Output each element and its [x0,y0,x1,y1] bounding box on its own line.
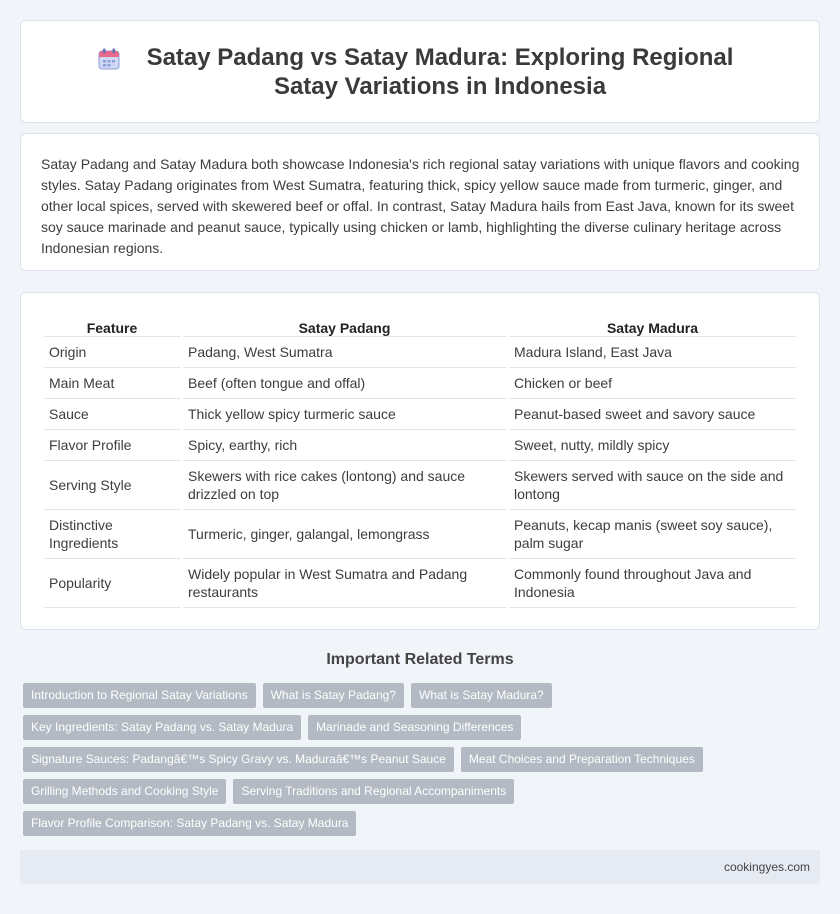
tag-row [23,811,356,836]
related-tag[interactable]: Introduction to Regional Satay Variations [23,683,256,708]
feature-cell: Popularity [44,559,180,608]
feature-cell: Main Meat [44,368,180,399]
comparison-table [41,315,799,608]
madura-cell: Madura Island, East Java [509,337,796,368]
related-tag[interactable]: Serving Traditions and Regional Accompaniments [233,779,514,804]
padang-cell: Beef (often tongue and offal) [183,368,506,399]
related-tag[interactable]: Grilling Methods and Cooking Style [23,779,226,804]
intro-paragraph: Satay Padang and Satay Madura both showcase Indonesia's rich regional satay variations with unique flavors and cooking styles. Satay Padang originates from West Sumatra, featuring thick, spicy yellow sauce made from turmeric, ginger, and other local spices, served with skewered beef or offal. In contrast, Satay Madura hails from East Java, known for its sweet soy sauce marinade and peanut sauce, typically using chicken or lamb, highlighting the diverse culinary heritage across Indonesian regions. [41,156,800,256]
table-row [44,559,796,608]
header-satay-padang: Satay Padang [183,315,506,337]
title-card [20,20,820,123]
header-feature: Feature [44,315,180,337]
table-row [44,368,796,399]
table-header-row [44,315,796,337]
comparison-card [20,292,820,630]
feature-cell: Origin [44,337,180,368]
madura-cell: Chicken or beef [509,368,796,399]
madura-cell: Peanuts, kecap manis (sweet soy sauce), palm sugar [509,510,796,559]
tag-row [23,779,514,804]
page-title: Satay Padang vs Satay Madura: Exploring Regional Satay Variations in Indonesia [146,44,734,100]
padang-cell: Padang, West Sumatra [183,337,506,368]
related-tag[interactable]: What is Satay Madura? [411,683,552,708]
feature-cell: Flavor Profile [44,430,180,461]
madura-cell: Commonly found throughout Java and Indonesia [509,559,796,608]
madura-cell: Sweet, nutty, mildly spicy [509,430,796,461]
related-tag[interactable]: Flavor Profile Comparison: Satay Padang vs. Satay Madura [23,811,356,836]
madura-cell: Skewers served with sauce on the side and lontong [509,461,796,510]
related-tag[interactable]: What is Satay Padang? [263,683,404,708]
related-terms-title: Important Related Terms [326,651,514,668]
table-row [44,430,796,461]
padang-cell: Spicy, earthy, rich [183,430,506,461]
tag-row [23,683,552,708]
madura-cell: Peanut-based sweet and savory sauce [509,399,796,430]
table-row [44,510,796,559]
intro-card [20,133,820,271]
feature-cell: Serving Style [44,461,180,510]
tag-row [23,747,703,772]
padang-cell: Turmeric, ginger, galangal, lemongrass [183,510,506,559]
related-tag[interactable]: Key Ingredients: Satay Padang vs. Satay Madura [23,715,301,740]
header-satay-madura: Satay Madura [509,315,796,337]
footer-site[interactable]: cookingyes.com [723,860,810,874]
footer [20,850,820,884]
padang-cell: Skewers with rice cakes (lontong) and sauce drizzled on top [183,461,506,510]
table-row [44,399,796,430]
table-row [44,337,796,368]
related-tag[interactable]: Meat Choices and Preparation Techniques [461,747,703,772]
related-tag[interactable]: Marinade and Seasoning Differences [308,715,521,740]
padang-cell: Widely popular in West Sumatra and Padang restaurants [183,559,506,608]
related-tag[interactable]: Signature Sauces: Padangâ€™s Spicy Gravy vs. Maduraâ€™s Peanut Sauce [23,747,454,772]
padang-cell: Thick yellow spicy turmeric sauce [183,399,506,430]
tag-row [23,715,521,740]
table-row [44,461,796,510]
feature-cell: Distinctive Ingredients [44,510,180,559]
feature-cell: Sauce [44,399,180,430]
